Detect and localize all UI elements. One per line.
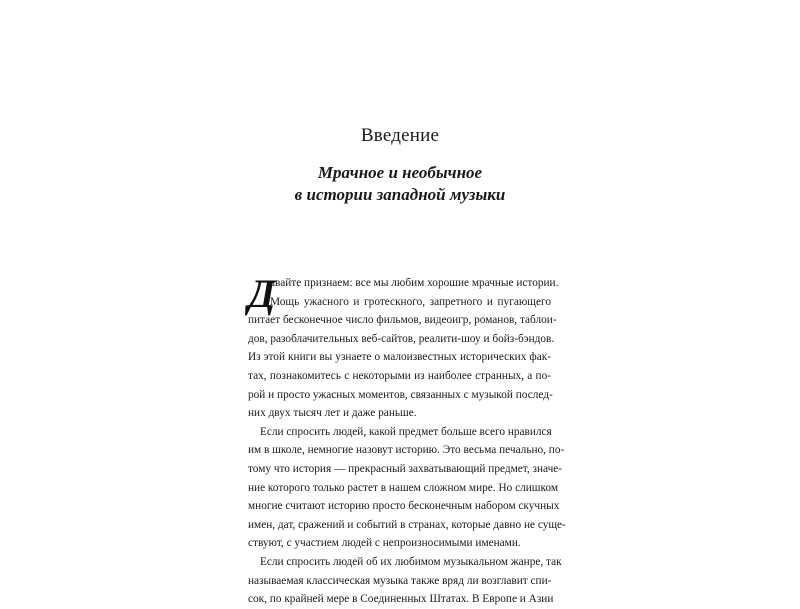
- text-line: них двух тысяч лет и даже раньше.: [248, 407, 417, 420]
- text-line: им в школе, немногие назовут историю. Это весьма печально, по-: [248, 444, 565, 457]
- chapter-title-line-2: в истории западной музыки: [294, 185, 506, 204]
- drop-cap: Д: [248, 271, 276, 316]
- text-line: сок, по крайней мере в Соединенных Штатах. В Европе и Азии: [248, 593, 554, 606]
- text-line: имен, дат, сражений и событий в странах, которые давно не суще-: [248, 518, 566, 531]
- chapter-title: [0, 162, 800, 206]
- text-line: рой и просто ужасных моментов, связанных с музыкой послед-: [248, 388, 553, 401]
- text-line: тому что история — прекрасный захватывающий предмет, значе-: [248, 462, 563, 475]
- body-text: [248, 271, 566, 609]
- text-line: называемая классическая музыка также вряд ли возглавит спи-: [248, 574, 552, 587]
- text-line: питает бесконечное число фильмов, видеоигр, романов, таблои-: [248, 314, 557, 327]
- text-line: Если спросить людей об их любимом музыкальном жанре, так: [260, 555, 562, 568]
- text-line: Из этой книги вы узнаете о малоизвестных исторических фак-: [248, 351, 551, 364]
- text-line: Мощь ужасного и гротескного, запретного и пугающего: [270, 295, 551, 308]
- text-line: тах, познакомитесь с некоторыми из наиболее странных, а по-: [248, 369, 551, 382]
- chapter-label: Введение: [360, 125, 440, 146]
- text-line: ние которого только растет в нашем сложном мире. Но слишком: [248, 481, 558, 494]
- text-line: многие считают историю просто бесконечным набором скучных: [248, 500, 560, 513]
- text-line: ствуют, с участием людей с непроизносимыми именами.: [248, 537, 521, 550]
- text-line: авайте признаем: все мы любим хорошие мрачные истории.: [270, 277, 559, 289]
- chapter-title-line-1: Мрачное и необычное: [317, 163, 483, 182]
- text-line: Если спросить людей, какой предмет больше всего нравился: [260, 425, 552, 438]
- text-line: дов, разоблачительных веб-сайтов, реалити-шоу и бойз-бэндов.: [248, 332, 555, 345]
